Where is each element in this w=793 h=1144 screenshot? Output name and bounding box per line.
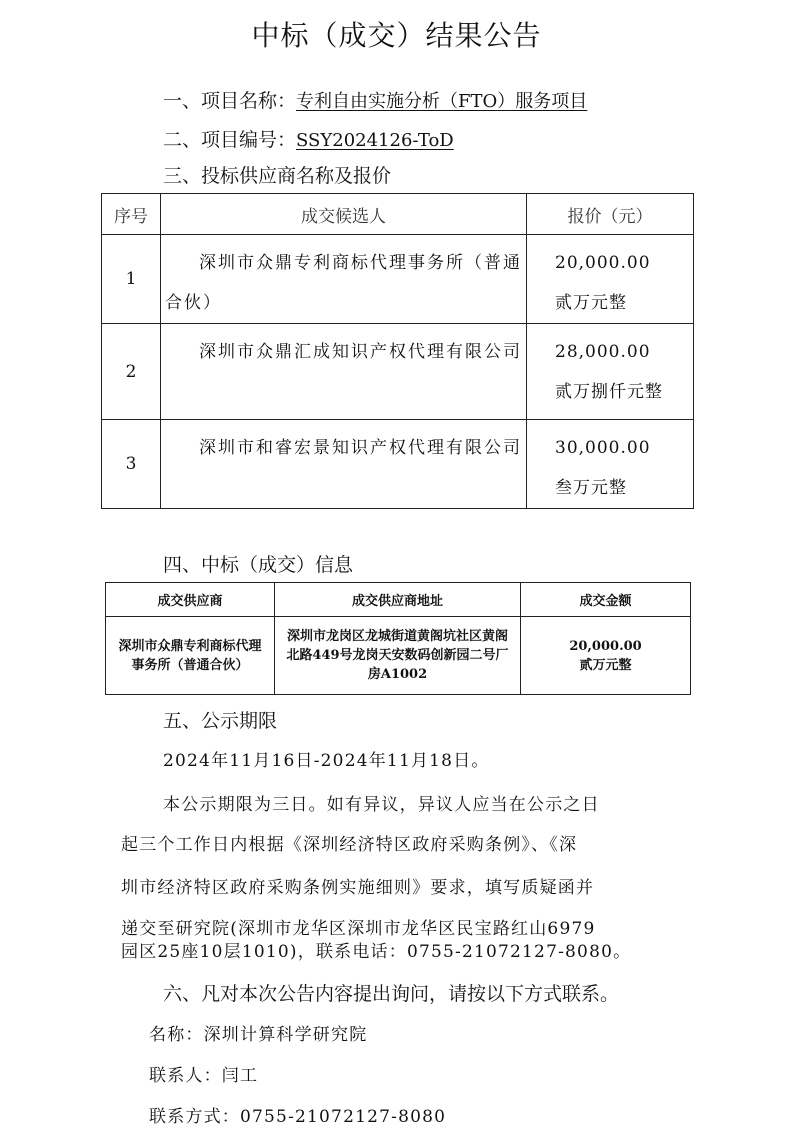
table-header-row — [102, 194, 694, 235]
award-address: 深圳市龙岗区龙城街道黄阁坑社区黄阁北路449号龙岗天安数码创新园二号厂房A1002 — [275, 617, 521, 695]
header-candidate: 成交候选人 — [161, 194, 527, 235]
row-candidate: 深圳市众鼎汇成知识产权代理有限公司 — [161, 324, 527, 420]
project-number-value: SSY2024126-ToD — [296, 130, 454, 151]
section-notice-heading: 五、公示期限 — [163, 710, 278, 732]
project-number-line — [163, 125, 454, 152]
price-amount: 20,000.00 — [555, 253, 651, 273]
section-contact-heading: 六、凡对本次公告内容提出询问，请按以下方式联系。 — [163, 983, 620, 1005]
notice-period: 2024年11月16日-2024年11月18日。 — [163, 751, 490, 771]
price-amount: 30,000.00 — [555, 438, 651, 458]
price-amount-text: 贰万捌仟元整 — [555, 382, 663, 402]
contact-person: 联系人：闫工 — [149, 1066, 259, 1086]
bidders-table — [101, 193, 694, 509]
row-no: 3 — [102, 420, 161, 509]
table-row — [102, 420, 694, 509]
section-bidders-heading: 三、投标供应商名称及报价 — [163, 165, 392, 187]
award-amount-cell — [521, 617, 691, 695]
header-address: 成交供应商地址 — [275, 583, 521, 617]
notice-line: 递交至研究院(深圳市龙华区深圳市龙华区民宝路红山6979 — [121, 919, 596, 939]
header-amount: 成交金额 — [521, 583, 691, 617]
row-candidate: 深圳市众鼎专利商标代理事务所（普通合伙） — [161, 235, 527, 324]
row-price — [527, 235, 694, 324]
notice-line: 起三个工作日内根据《深圳经济特区政府采购条例》、《深 — [121, 835, 578, 855]
project-name-label: 一、项目名称： — [163, 90, 297, 112]
notice-line: 本公示期限为三日。如有异议，异议人应当在公示之日 — [163, 795, 600, 815]
award-table — [105, 582, 691, 695]
row-no: 1 — [102, 235, 161, 324]
table-row — [102, 324, 694, 420]
page-title: 中标（成交）结果公告 — [251, 19, 542, 52]
award-amount-text: 贰万元整 — [579, 657, 632, 673]
row-candidate: 深圳市和睿宏景知识产权代理有限公司 — [161, 420, 527, 509]
section-award-heading: 四、中标（成交）信息 — [163, 554, 354, 576]
row-price — [527, 420, 694, 509]
contact-phone: 联系方式：0755-21072127-8080 — [149, 1107, 447, 1127]
contact-name: 名称：深圳计算科学研究院 — [149, 1025, 368, 1045]
notice-line: 园区25座10层1010)，联系电话：0755-21072127-8080。 — [121, 942, 632, 962]
table-header-row — [106, 583, 691, 617]
table-row — [106, 617, 691, 695]
project-number-label: 二、项目编号： — [163, 129, 297, 151]
project-name-value: 专利自由实施分析（FTO）服务项目 — [296, 91, 588, 112]
notice-line: 圳市经济特区政府采购条例实施细则》要求，填写质疑函并 — [121, 878, 595, 898]
header-price: 报价（元） — [527, 194, 694, 235]
header-no: 序号 — [102, 194, 161, 235]
award-amount: 20,000.00 — [569, 638, 642, 654]
price-amount-text: 叁万元整 — [555, 478, 627, 498]
price-amount-text: 贰万元整 — [555, 293, 627, 313]
price-amount: 28,000.00 — [555, 342, 651, 362]
row-no: 2 — [102, 324, 161, 420]
award-supplier: 深圳市众鼎专利商标代理事务所（普通合伙） — [106, 617, 275, 695]
row-price — [527, 324, 694, 420]
table-row — [102, 235, 694, 324]
header-supplier: 成交供应商 — [106, 583, 275, 617]
project-name-line — [163, 86, 587, 113]
